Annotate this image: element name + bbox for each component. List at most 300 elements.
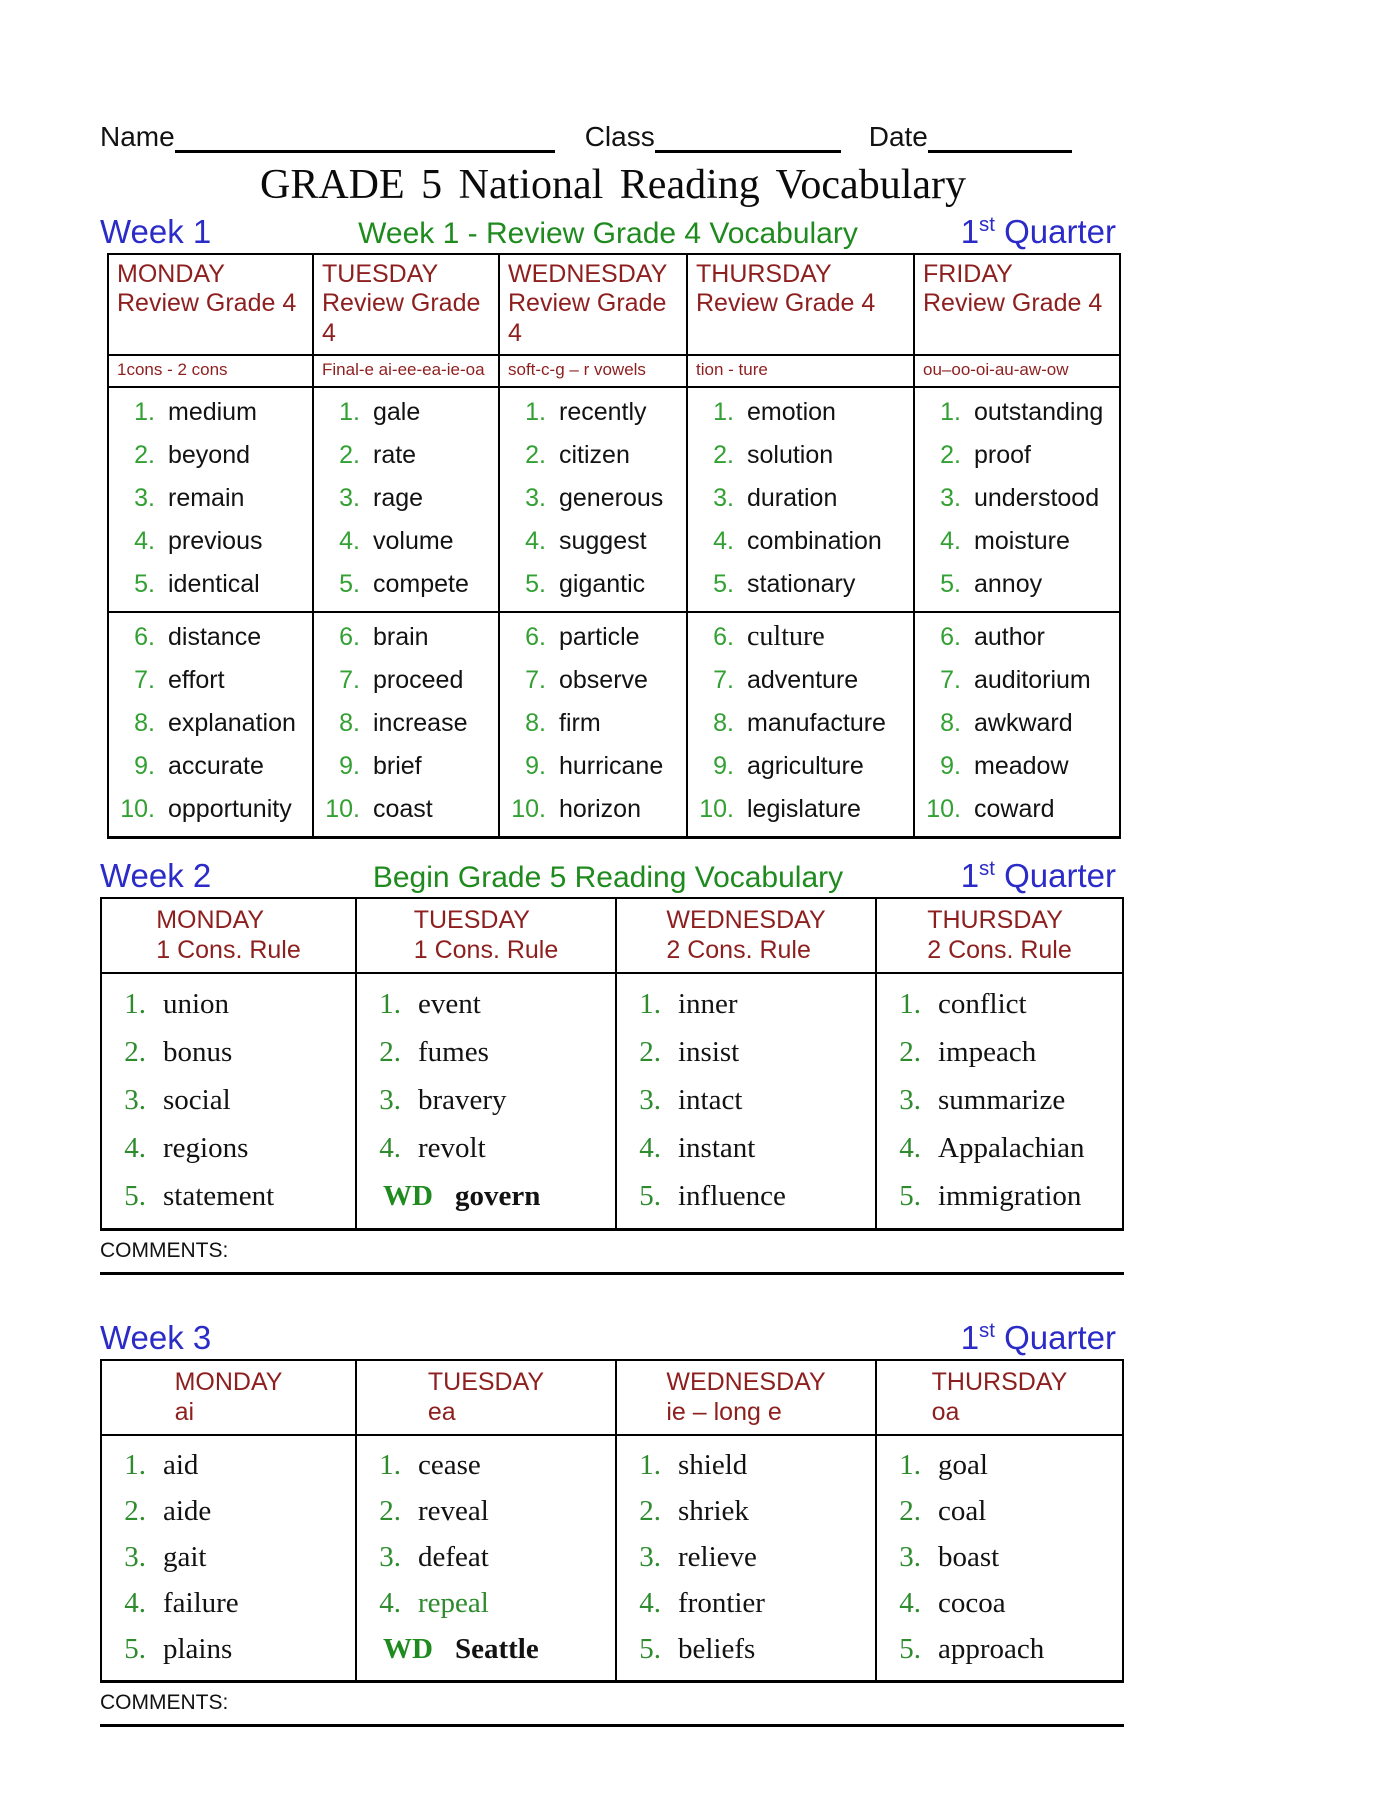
item-number: 9. — [525, 751, 546, 780]
quarter-ordinal: st — [979, 1318, 995, 1342]
vocab-word: agriculture — [747, 751, 864, 780]
week1-column-words — [913, 613, 1119, 836]
item-number: 3. — [379, 1541, 401, 1574]
vocab-word: observe — [559, 665, 648, 694]
week3-heading-row — [100, 1319, 1126, 1357]
vocab-word: plains — [163, 1633, 233, 1666]
item-number: 9. — [940, 751, 961, 780]
week3-day-header — [615, 1361, 875, 1434]
vocab-item — [688, 702, 913, 745]
week3-header-row — [102, 1361, 1122, 1434]
item-number: 1. — [124, 1449, 146, 1482]
week2-day-header — [102, 899, 355, 972]
vocab-item — [314, 659, 498, 702]
vocab-word: explanation — [168, 708, 296, 737]
vocab-word: cocoa — [938, 1587, 1006, 1620]
vocab-word: proof — [974, 440, 1031, 469]
item-number: 3. — [124, 1084, 146, 1117]
vocab-word: suggest — [559, 526, 647, 555]
phonics-rule-cell — [498, 356, 686, 386]
vocab-word: adventure — [747, 665, 859, 694]
vocab-word: author — [974, 622, 1045, 651]
vocab-item — [500, 745, 686, 788]
item-number: 8. — [134, 708, 155, 737]
item-number: 10. — [325, 794, 360, 823]
vocab-word: recently — [559, 397, 647, 426]
item-number: 4. — [899, 1587, 921, 1620]
vocab-word: cease — [418, 1449, 481, 1482]
item-number: 10. — [511, 794, 546, 823]
vocab-item — [877, 1443, 1122, 1489]
vocab-item — [109, 659, 312, 702]
vocab-item — [877, 1125, 1122, 1173]
item-number: 1. — [899, 1449, 921, 1482]
week3-column-words — [875, 1436, 1122, 1680]
vocab-word: brief — [373, 751, 422, 780]
vocab-item — [314, 702, 498, 745]
vocab-item — [688, 788, 913, 831]
vocab-word: shriek — [678, 1495, 749, 1528]
item-number: 2. — [379, 1036, 401, 1069]
day-subtitle: Review Grade 4 — [322, 289, 481, 347]
phonics-rule: ou–oo-oi-au-aw-ow — [923, 359, 1069, 379]
vocab-word: particle — [559, 622, 640, 651]
week2-column-words — [355, 974, 615, 1228]
item-number: 2. — [379, 1495, 401, 1528]
vocab-word: distance — [168, 622, 262, 651]
item-number: 4. — [379, 1587, 401, 1620]
item-number: 5. — [134, 569, 155, 598]
vocab-item — [500, 563, 686, 606]
vocab-word: approach — [938, 1633, 1045, 1666]
item-number: 5. — [899, 1180, 921, 1213]
vocab-word: coward — [974, 794, 1055, 823]
item-number: 9. — [713, 751, 734, 780]
vocab-item — [617, 1443, 875, 1489]
week1-day-header — [312, 255, 498, 354]
vocab-word: influence — [678, 1180, 786, 1213]
week2-header-row — [102, 899, 1122, 972]
vocab-item — [915, 520, 1119, 563]
item-number: 4. — [134, 526, 155, 555]
vocab-word: conflict — [938, 988, 1027, 1021]
day-subtitle: Review Grade 4 — [117, 289, 297, 318]
vocab-word: meadow — [974, 751, 1069, 780]
vocab-word: summarize — [938, 1084, 1066, 1117]
vocab-item — [915, 477, 1119, 520]
vocab-item — [617, 1627, 875, 1673]
day-header-block — [175, 1367, 283, 1427]
day-subtitle: 2 Cons. Rule — [666, 935, 811, 964]
week1-column-words — [913, 388, 1119, 611]
item-number: 4. — [124, 1587, 146, 1620]
vocab-item — [500, 391, 686, 434]
vocab-item — [102, 1535, 355, 1581]
week1-label: Week 1 — [100, 213, 212, 250]
vocab-item — [102, 1125, 355, 1173]
vocab-item — [357, 1077, 615, 1125]
vocab-item — [877, 1581, 1122, 1627]
vocab-item — [688, 391, 913, 434]
vocab-item — [915, 391, 1119, 434]
day-subtitle: Review Grade 4 — [923, 289, 1103, 318]
item-number: 4. — [339, 526, 360, 555]
vocab-item — [617, 1535, 875, 1581]
vocab-word: stationary — [747, 569, 856, 598]
day-header-block — [428, 1367, 544, 1427]
item-number: 10. — [699, 794, 734, 823]
vocab-word: insist — [678, 1036, 740, 1069]
vocab-item — [617, 981, 875, 1029]
vocab-word: gale — [373, 397, 421, 426]
item-number: 5. — [525, 569, 546, 598]
vocab-item — [877, 1627, 1122, 1673]
vocab-item — [314, 616, 498, 659]
wd-prefix: WD — [383, 1180, 433, 1213]
item-number: 5. — [124, 1180, 146, 1213]
vocab-item — [357, 1535, 615, 1581]
week3-words-row — [102, 1434, 1122, 1680]
item-number: 3. — [379, 1084, 401, 1117]
vocab-item — [102, 1077, 355, 1125]
vocab-word: moisture — [974, 526, 1070, 555]
vocab-word: govern — [454, 1180, 541, 1213]
phonics-rule: 1cons - 2 cons — [117, 359, 228, 379]
vocab-item — [688, 520, 913, 563]
item-number: 3. — [134, 483, 155, 512]
item-number: 3. — [339, 483, 360, 512]
vocab-item — [314, 788, 498, 831]
vocab-word: reveal — [418, 1495, 489, 1528]
vocab-item — [915, 434, 1119, 477]
vocab-item — [102, 1029, 355, 1077]
vocab-item — [877, 981, 1122, 1029]
vocab-word: coast — [373, 794, 433, 823]
week2-quarter — [864, 857, 1126, 895]
week3-day-header — [355, 1361, 615, 1434]
day-name: TUESDAY — [427, 1367, 545, 1396]
vocab-word: fumes — [418, 1036, 489, 1069]
name-class-date-row — [100, 0, 1126, 153]
vocab-word: Appalachian — [938, 1132, 1085, 1165]
vocab-word: horizon — [559, 794, 641, 823]
item-number: 7. — [713, 665, 734, 694]
vocab-word: goal — [938, 1449, 988, 1482]
quarter-ordinal: st — [979, 213, 995, 236]
item-number: 4. — [940, 526, 961, 555]
vocab-item — [314, 745, 498, 788]
worksheet-page — [100, 0, 1126, 1727]
week2-words-row — [102, 972, 1122, 1228]
week2-subtitle: Begin Grade 5 Reading Vocabulary — [372, 860, 844, 894]
item-number: 3. — [940, 483, 961, 512]
item-number: 2. — [525, 440, 546, 469]
week3-label: Week 3 — [100, 1318, 212, 1356]
vocab-item — [617, 1125, 875, 1173]
week3-quarter — [864, 1319, 1126, 1357]
vocab-item — [357, 1489, 615, 1535]
week3-day-header — [102, 1361, 355, 1434]
vocab-item — [102, 1443, 355, 1489]
day-name: MONDAY — [174, 1367, 283, 1396]
item-number: 8. — [525, 708, 546, 737]
vocab-word: manufacture — [747, 708, 886, 737]
item-number: 4. — [639, 1587, 661, 1620]
day-header-block — [666, 905, 825, 965]
vocab-item — [109, 477, 312, 520]
vocab-item — [314, 520, 498, 563]
phonics-rule-cell — [109, 356, 312, 386]
vocab-item — [877, 1077, 1122, 1125]
vocab-item — [617, 1581, 875, 1627]
vocab-item — [314, 563, 498, 606]
day-name: MONDAY — [117, 260, 225, 288]
vocab-item — [500, 659, 686, 702]
vocab-item — [314, 477, 498, 520]
day-subtitle: oa — [931, 1397, 960, 1426]
week2-column-words — [615, 974, 875, 1228]
vocab-word: relieve — [678, 1541, 757, 1574]
week2-table — [100, 897, 1124, 1231]
vocab-word: generous — [559, 483, 664, 512]
item-number: 1. — [339, 397, 360, 426]
vocab-word: emotion — [747, 397, 836, 426]
vocab-item — [109, 745, 312, 788]
vocab-item — [500, 702, 686, 745]
vocab-word: increase — [373, 708, 468, 737]
vocab-item — [102, 1489, 355, 1535]
week2-comments-label: COMMENTS: — [100, 1235, 1124, 1275]
item-number: 1. — [379, 1449, 401, 1482]
name-fill-line — [175, 116, 555, 153]
day-name: THURSDAY — [931, 1367, 1068, 1396]
week1-table — [107, 253, 1121, 839]
vocab-word: instant — [678, 1132, 756, 1165]
vocab-word: beyond — [168, 440, 251, 469]
item-number: 3. — [639, 1084, 661, 1117]
vocab-word: statement — [163, 1180, 275, 1213]
item-number: 2. — [639, 1495, 661, 1528]
date-label: Date — [868, 121, 928, 152]
phonics-rule: soft-c-g – r vowels — [508, 359, 646, 379]
item-number: 1. — [639, 1449, 661, 1482]
vocab-word: rate — [373, 440, 417, 469]
week1-column-words — [498, 613, 686, 836]
week1-column-words — [109, 388, 312, 611]
vocab-item — [357, 1125, 615, 1173]
vocab-word: gait — [163, 1541, 207, 1574]
quarter-ordinal: st — [979, 856, 995, 880]
vocab-word: compete — [373, 569, 469, 598]
vocab-word: identical — [168, 569, 260, 598]
week2-day-header — [355, 899, 615, 972]
item-number: 1. — [940, 397, 961, 426]
item-number: 2. — [124, 1036, 146, 1069]
item-number: 5. — [639, 1180, 661, 1213]
vocab-word: union — [163, 988, 230, 1021]
vocab-item — [357, 1581, 615, 1627]
vocab-word: coal — [938, 1495, 987, 1528]
vocab-item — [102, 1627, 355, 1673]
vocab-word: auditorium — [974, 665, 1091, 694]
vocab-item — [109, 616, 312, 659]
vocab-item — [357, 1443, 615, 1489]
vocab-word: Seattle — [454, 1633, 539, 1666]
week1-phonics-row — [109, 354, 1119, 386]
item-number: 6. — [339, 622, 360, 651]
vocab-word: volume — [373, 526, 454, 555]
item-number: 5. — [940, 569, 961, 598]
item-number: 5. — [124, 1633, 146, 1666]
week1-day-header — [686, 255, 913, 354]
item-number: 1. — [379, 988, 401, 1021]
day-name: WEDNESDAY — [508, 260, 668, 288]
day-name: FRIDAY — [923, 260, 1013, 288]
item-number: 4. — [713, 526, 734, 555]
vocab-word: culture — [747, 621, 825, 653]
item-number: 1. — [124, 988, 146, 1021]
phonics-rule-cell — [686, 356, 913, 386]
day-subtitle: Review Grade 4 — [696, 289, 876, 318]
vocab-word: firm — [559, 708, 601, 737]
day-name: THURSDAY — [696, 260, 832, 288]
vocab-word: effort — [168, 665, 225, 694]
vocab-word: rage — [373, 483, 424, 512]
vocab-word: bravery — [418, 1084, 507, 1117]
vocab-item — [915, 702, 1119, 745]
day-subtitle: 2 Cons. Rule — [927, 935, 1072, 964]
vocab-item — [357, 1029, 615, 1077]
vocab-word: regions — [163, 1132, 249, 1165]
week3-column-words — [355, 1436, 615, 1680]
vocab-word: immigration — [938, 1180, 1082, 1213]
phonics-rule: Final-e ai-ee-ea-ie-oa — [322, 359, 485, 379]
item-number: 2. — [713, 440, 734, 469]
vocab-item — [915, 563, 1119, 606]
week1-day-header — [498, 255, 686, 354]
item-number: 7. — [339, 665, 360, 694]
vocab-word: medium — [168, 397, 257, 426]
item-number: 5. — [639, 1633, 661, 1666]
day-header-block — [932, 1367, 1068, 1427]
day-name: TUESDAY — [413, 905, 530, 934]
day-header-block — [156, 905, 301, 965]
vocab-item — [109, 702, 312, 745]
week3-column-words — [615, 1436, 875, 1680]
phonics-rule-cell — [913, 356, 1119, 386]
quarter-number: 1 — [960, 1318, 980, 1356]
day-name: WEDNESDAY — [666, 1367, 826, 1396]
quarter-word: Quarter — [1004, 1318, 1116, 1356]
phonics-rule-cell — [312, 356, 498, 386]
vocab-item — [102, 981, 355, 1029]
week1-column-words — [686, 613, 913, 836]
vocab-item — [688, 616, 913, 659]
vocab-item — [688, 477, 913, 520]
item-number: 1. — [134, 397, 155, 426]
item-number: 3. — [713, 483, 734, 512]
vocab-item — [109, 391, 312, 434]
vocab-word: gigantic — [559, 569, 646, 598]
vocab-item — [357, 981, 615, 1029]
item-number: 1. — [713, 397, 734, 426]
vocab-item — [500, 434, 686, 477]
item-number: 8. — [713, 708, 734, 737]
phonics-rule: tion - ture — [696, 359, 768, 379]
item-number: 2. — [899, 1036, 921, 1069]
class-fill-line — [655, 116, 841, 153]
name-label: Name — [100, 121, 175, 152]
vocab-item — [877, 1029, 1122, 1077]
vocab-item — [688, 659, 913, 702]
week1-header-row — [109, 255, 1119, 354]
vocab-word: revolt — [418, 1132, 486, 1165]
vocab-item — [688, 434, 913, 477]
item-number: 5. — [339, 569, 360, 598]
item-number: 5. — [713, 569, 734, 598]
vocab-word: outstanding — [974, 397, 1104, 426]
item-number: 7. — [940, 665, 961, 694]
week1-day-header — [913, 255, 1119, 354]
vocab-word: failure — [163, 1587, 239, 1620]
vocab-item — [314, 434, 498, 477]
item-number: 3. — [899, 1541, 921, 1574]
item-number: 6. — [713, 622, 734, 651]
week1-column-words — [686, 388, 913, 611]
item-number: 2. — [899, 1495, 921, 1528]
day-subtitle: 1 Cons. Rule — [156, 935, 301, 964]
week2-label: Week 2 — [100, 856, 212, 894]
vocab-item — [357, 1627, 615, 1673]
wd-prefix: WD — [383, 1633, 433, 1666]
week1-heading-row — [100, 213, 1126, 251]
day-subtitle: Review Grade 4 — [508, 289, 667, 347]
day-header-block — [927, 905, 1072, 965]
day-header-block — [414, 905, 559, 965]
day-subtitle: ea — [427, 1397, 456, 1426]
item-number: 8. — [940, 708, 961, 737]
week1-column-words — [312, 388, 498, 611]
item-number: 2. — [940, 440, 961, 469]
item-number: 9. — [134, 751, 155, 780]
item-number: 2. — [639, 1036, 661, 1069]
week3-comments-label: COMMENTS: — [100, 1687, 1124, 1727]
vocab-word: inner — [678, 988, 738, 1021]
vocab-item — [109, 434, 312, 477]
item-number: 2. — [134, 440, 155, 469]
vocab-word: understood — [974, 483, 1100, 512]
vocab-item — [102, 1173, 355, 1221]
vocab-word: previous — [168, 526, 263, 555]
week1-quarter — [864, 213, 1126, 251]
class-label: Class — [584, 121, 655, 152]
vocab-item — [617, 1173, 875, 1221]
week1-column-words — [109, 613, 312, 836]
quarter-number: 1 — [960, 856, 980, 894]
item-number: 6. — [134, 622, 155, 651]
item-number: 3. — [899, 1084, 921, 1117]
vocab-item — [102, 1581, 355, 1627]
day-name: THURSDAY — [927, 905, 1063, 934]
week3-column-words — [102, 1436, 355, 1680]
vocab-word: impeach — [938, 1036, 1037, 1069]
day-name: MONDAY — [156, 905, 265, 934]
vocab-item — [500, 788, 686, 831]
vocab-item — [877, 1489, 1122, 1535]
vocab-item — [915, 745, 1119, 788]
vocab-item — [500, 616, 686, 659]
week2-day-header — [875, 899, 1122, 972]
